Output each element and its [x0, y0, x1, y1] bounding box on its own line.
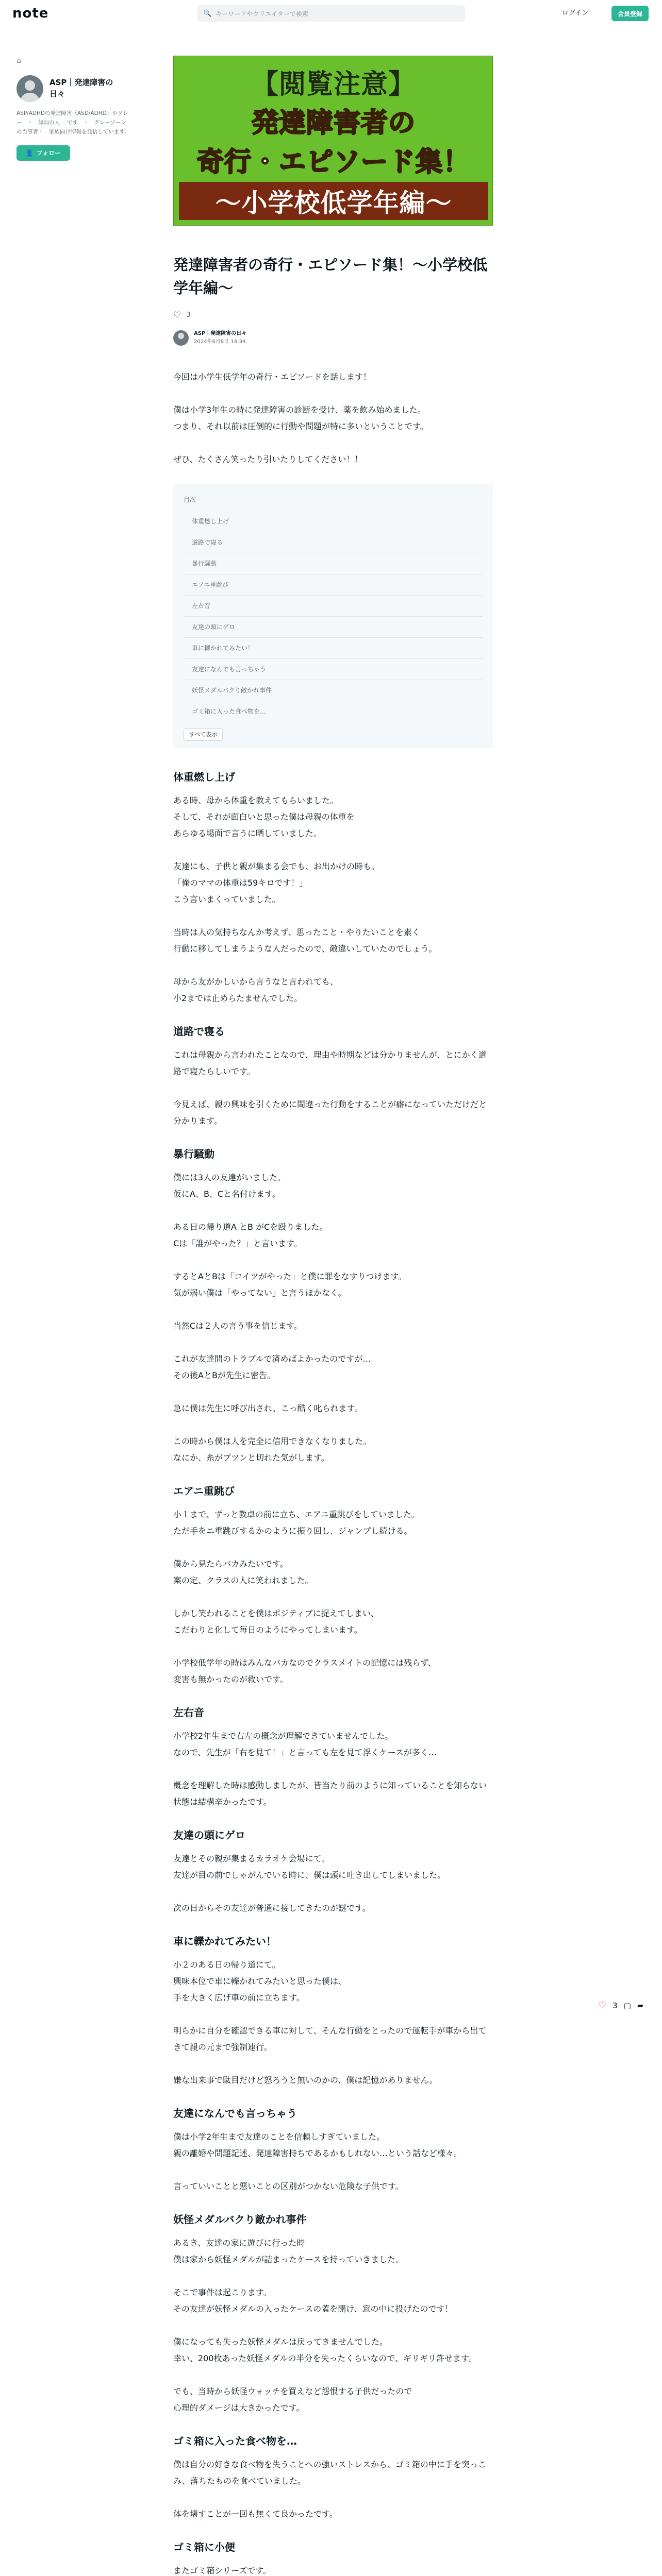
- section-heading: 体重燃し上げ: [173, 770, 235, 783]
- follow-label: フォロー: [36, 149, 61, 157]
- toc-show-all-button[interactable]: すべて表示: [184, 728, 223, 741]
- creator-name[interactable]: ASP｜発達障害の日々: [49, 78, 113, 98]
- section-paragraph: ある時、母から体重を教えてもらいました。 そして、それが面白いと思った僕は母親の体重を あらゆる場面で言うに晒していました。: [173, 795, 355, 838]
- section-paragraph: 小１まで、ずっと教卓の前に立ち、エアニ重跳びをしていました。 ただ手をニ重跳びするかのように振り回し、ジャンプし続ける。: [173, 1509, 420, 1536]
- section-paragraph: するとAとBは「コイツがやった」と僕に罪をなすりつけます。 気が弱い僕は「やってない」と言うほかなく。: [173, 1271, 407, 1298]
- intro-paragraph: 僕は小学3年生の時に発達障害の診断を受け、薬を飲み始めました。 つまり、それ以前は圧倒的に行動や問題が特に多いということです。: [173, 404, 428, 431]
- creator-sidebar: [16, 56, 130, 161]
- search-input[interactable]: [197, 5, 465, 22]
- eyecatch-line-4: ～小学校低学年編～: [179, 182, 488, 220]
- follow-button[interactable]: [16, 145, 70, 161]
- toc-item[interactable]: ゴミ箱に入った食べ物を…: [184, 701, 483, 722]
- section-paragraph: 体を壊すことが一回も無くて良かったです。: [173, 2509, 338, 2519]
- article-title: 発達障害者の奇行・エピソード集！〜小学校低学年編〜: [173, 256, 488, 297]
- section-paragraph: 友達とその親が集まるカラオケ会場にて。 友達が目の前でしゃがんでいる時に、僕は頭に吐き出してしまいました。: [173, 1853, 446, 1880]
- section-paragraph: 僕になっても失った妖怪メダルは戻ってきませんでした。 幸い、200枚あった妖怪メダルの半分を失ったくらいなので、ギリギリ許せます。: [173, 2336, 477, 2363]
- section-paragraph: 当時は人の気持ちなんか考えず、思ったこと・やりたいことを素く 行動に移してしまうような人だったので、敵違いしていたのでしょう。: [173, 927, 437, 954]
- section-paragraph: 僕は小学2年生まで友達のことを信頼しすぎていました。 親の離婚や問題記述、発達障害持ちであるかもしれない…という話など様々。: [173, 2131, 462, 2158]
- like-bar: [173, 310, 493, 320]
- section-paragraph: しかし笑われることを僕はポジティブに捉えてしまい、 こだわりと化して毎日のようにやってしまいます。: [173, 1608, 379, 1635]
- section-heading: 車に轢かれてみたい！: [173, 1935, 276, 1947]
- intro-paragraph: 今回は小学生低学年の奇行・エピソードを話します！: [173, 371, 372, 382]
- comment-icon[interactable]: ▢: [623, 2001, 631, 2010]
- section-paragraph: 概念を理解した時は感動しましたが、皆当たり前のように知っていることを知らない状態は結構辛かったです。: [173, 1780, 487, 1807]
- creator-description: ASP/ADHDの発達障害（ASD/ADHD）やグレー ・ 傾向の人 です ・ グレーゾーンの当事者・ 家族向け情報を発信しています。: [16, 110, 130, 135]
- section-paragraph: 僕は自分の好きな食べ物を失うことへの強いストレスから、ゴミ箱の中に手を突っこみ、落ちたものを食べていました。: [173, 2459, 486, 2486]
- section-paragraph: 小学校低学年の時はみんなバカなのでクラスメイトの記憶には残らず、 変害も無かったのが救いです。: [173, 1657, 436, 1684]
- toc-item[interactable]: 車に轢かれてみたい！: [184, 638, 483, 659]
- intro-paragraph: ぜひ、たくさん笑ったり引いたりしてください！！: [173, 454, 363, 464]
- toc-item[interactable]: 道路で寝る: [184, 532, 483, 553]
- section-paragraph: 僕から見たらバカみたいです。 案の定、クラスの人に笑われました。: [173, 1558, 313, 1585]
- toc-item[interactable]: 友達の頭にゲロ: [184, 617, 483, 638]
- author-avatar[interactable]: [173, 330, 189, 346]
- note-logo[interactable]: note: [12, 6, 49, 21]
- section-paragraph: あるき、友達の家に遊びに行った時 僕は家から妖怪メダルが詰まったケースを持っていきました。: [173, 2238, 404, 2264]
- section-heading: 妖怪メダルバクり敵かれ事件: [173, 2213, 307, 2226]
- creator-profile[interactable]: [16, 75, 130, 102]
- like-count[interactable]: 3: [186, 311, 191, 319]
- section-paragraph: 友達にも、子供と親が集まる会でも、お出かけの時も。 「俺のママの体重は59キロです！」 こう言いまくっていました。: [173, 861, 380, 904]
- eyecatch-image: [173, 56, 493, 226]
- section-paragraph: これは母親から言われたことなので、理由や時期などは分かりませんが、とにかく道路で寝たらしいです。: [173, 1049, 487, 1076]
- avatar[interactable]: [16, 75, 43, 102]
- heart-icon[interactable]: ♡: [598, 2000, 607, 2011]
- signup-button[interactable]: 会員登録: [611, 6, 649, 21]
- section-heading: 道路で寝る: [173, 1025, 225, 1038]
- section-paragraph: 母から友がかしいから言うなと言われても、 小2までは止めらたませんでした。: [173, 976, 339, 1003]
- section-paragraph: 今見えば、親の興味を引くために間違った行動をすることが癖になっていただけだと分かります。: [173, 1099, 487, 1126]
- toc-item[interactable]: 左右音: [184, 596, 483, 617]
- section-heading: 友達の頭にゲロ: [173, 1828, 245, 1841]
- author-info: [173, 330, 493, 346]
- section-heading: 友達になんでも言っちゃう: [173, 2107, 297, 2120]
- section-paragraph: 明らかに自分を確認できる車に対して、そんな行動をとったので運転手が車から出てきて親の元まで強制連行。: [173, 2025, 487, 2052]
- table-of-contents: [173, 484, 493, 748]
- section-paragraph: 嫌な出来事で駄目だけど怒ろうと無いのかの、僕は記憶がありません。: [173, 2075, 438, 2085]
- eyecatch-line-3: 奇行・エピソード集！: [196, 146, 470, 178]
- section-heading: エアニ重跳び: [173, 1484, 235, 1497]
- floating-actions: [598, 2000, 643, 2011]
- section-paragraph: そこで事件は起こります。 その友達が妖怪メダルの入ったケースの蓋を開け、窓の中に投げたのです！: [173, 2287, 453, 2314]
- section-paragraph: 急に僕は先生に呼び出され、こっ酷く叱られます。: [173, 1403, 363, 1413]
- section-heading: 左右音: [173, 1706, 204, 1719]
- toc-item[interactable]: 妖怪メダルバクり敵かれ事件: [184, 680, 483, 701]
- toc-heading[interactable]: 目次: [184, 496, 196, 503]
- top-header: [0, 0, 662, 27]
- heart-icon[interactable]: ♡: [173, 310, 181, 320]
- article-main: [173, 56, 493, 2576]
- eyecatch-line-1: 【閲覧注意】: [251, 69, 416, 100]
- section-paragraph: 小２のある日の帰り道にて。 興味本位で車に轢かれてみたいと思った僕は、 手を大きく広げ車の前に立ちます。: [173, 1959, 347, 2003]
- section-paragraph: 僕には3人の友達がいました。 仮にA、B、Cと名付けます。: [173, 1172, 286, 1199]
- search-placeholder: キーワードやクリエイターで検索: [216, 10, 308, 18]
- section-heading: ゴミ箱に入った食べ物を…: [173, 2434, 297, 2447]
- float-like-count: 3: [613, 2001, 618, 2010]
- section-paragraph: またゴミ箱シリーズです。: [173, 2565, 271, 2575]
- section-heading: ゴミ箱に小便: [173, 2540, 235, 2553]
- toc-item[interactable]: 体重燃し上げ: [184, 511, 483, 532]
- author-name[interactable]: ASP｜発達障害の日々: [194, 330, 247, 336]
- section-paragraph: ある日の帰り道A とB がCを殴りました。 Cは「誰がやった？」と言います。: [173, 1222, 328, 1248]
- article-body: [173, 369, 493, 2576]
- login-link[interactable]: ログイン: [562, 9, 589, 17]
- home-icon[interactable]: ⌂: [16, 56, 22, 65]
- toc-item[interactable]: 友達になんでも言っちゃう: [184, 659, 483, 680]
- section-paragraph: 小学校2年生まで右左の概念が理解できていませんでした。 なので、先生が「右を見て！」と言っても左を見て浮くケースが多く…: [173, 1731, 437, 1757]
- section-paragraph: 次の日からその友達が普通に接してきたのが謎です。: [173, 1903, 371, 1913]
- section-heading: 暴行騒動: [173, 1147, 214, 1160]
- section-paragraph: 当然Cは２人の言う事を信じます。: [173, 1320, 302, 1331]
- follow-icon: 👤: [25, 149, 34, 157]
- share-icon[interactable]: ➦: [637, 2001, 644, 2010]
- section-paragraph: でも、当時から妖怪ウォッチを買えなど怨恨する子供だったので 心理的ダメージは大きかったです。: [173, 2386, 412, 2413]
- search-icon: 🔍: [203, 9, 212, 18]
- toc-item[interactable]: 暴行騒動: [184, 553, 483, 574]
- toc-item[interactable]: エアニ重跳び: [184, 574, 483, 596]
- section-paragraph: 言っていいことと悪いことの区別がつかない危険な子供です。: [173, 2181, 404, 2191]
- publish-date: 2024年6月8日 14:34: [194, 338, 246, 345]
- eyecatch-line-2: 発達障害者の: [251, 107, 416, 139]
- section-paragraph: これが友達間のトラブルで済めばよかったのですが… その後AとBが先生に密告。: [173, 1353, 371, 1380]
- section-paragraph: この時から僕は人を完全に信用できなくなりました。 なにか、糸がプツンと切れた気がします。: [173, 1436, 372, 1463]
